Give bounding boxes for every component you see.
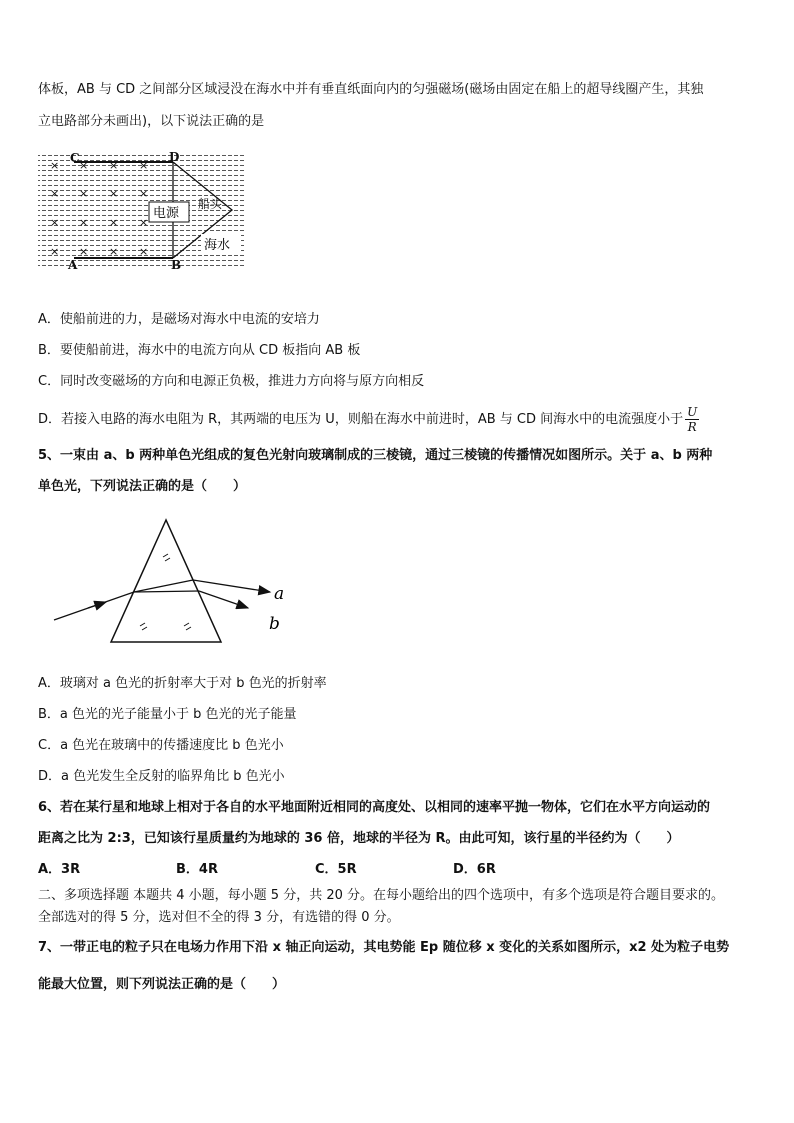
field-mark: × <box>109 159 119 172</box>
prism-triangle <box>111 520 221 642</box>
field-mark: × <box>79 187 89 200</box>
q7-stem-line2: 能最大位置，则下列说法正确的是（ ） <box>38 977 286 992</box>
q4-option-b: B．要使船前进，海水中的电流方向从 CD 板指向 AB 板 <box>38 343 361 358</box>
label-d: D <box>169 150 180 164</box>
q6-stem-line2: 距离之比为 2:3，已知该行星质量约为地球的 36 倍，地球的半径为 R。由此可知，该行星的半径约为（ ） <box>38 831 680 846</box>
ship-magnetic-field-figure <box>36 148 248 272</box>
q7-stem-line1: 7、一带正电的粒子只在电场力作用下沿 x 轴正向运动，其电势能 Ep 随位移 x 变化的关系如图所示，x2 处为粒子电势 <box>38 940 730 955</box>
prism-figure <box>48 512 298 652</box>
field-mark: × <box>50 216 60 229</box>
label-b: B <box>171 258 182 272</box>
q4-option-a: A．使船前进的力，是磁场对海水中电流的安培力 <box>38 312 320 327</box>
field-mark: × <box>50 245 60 258</box>
section2-instructions-line1: 二、多项选择题 本题共 4 小题，每小题 5 分，共 20 分。在每小题给出的四个选项中，有多个选项是符合题目要求的。 <box>38 888 725 903</box>
q5-option-c: C．a 色光在玻璃中的传播速度比 b 色光小 <box>38 738 284 753</box>
field-mark: × <box>139 159 149 172</box>
field-mark: × <box>79 245 89 258</box>
fraction-numerator: U <box>687 405 698 419</box>
fraction-denominator: R <box>687 420 697 434</box>
q4-stem-line1: 体板，AB 与 CD 之间部分区域浸没在海水中并有垂直纸面向内的匀强磁场(磁场由固定在船上的超导线圈产生，其独 <box>38 82 704 97</box>
q5-option-b: B．a 色光的光子能量小于 b 色光的光子能量 <box>38 707 297 722</box>
ray-a-in-glass <box>134 580 193 592</box>
section2-instructions-line2: 全部选对的得 5 分，选对但不全的得 3 分，有选错的得 0 分。 <box>38 910 400 925</box>
ray-a-exit <box>193 580 270 592</box>
q4-option-d: D．若接入电路的海水电阻为 R，其两端的电压为 U，则船在海水中前进时，AB 与 CD 间海水中的电流强度小于 <box>38 412 684 427</box>
q6-option-c: C．5R <box>315 862 357 877</box>
q6-stem-line1: 6、若在某行星和地球上相对于各自的水平地面附近相同的高度处、以相同的速率平抛一物体，它们在水平方向运动的 <box>38 800 711 815</box>
fraction-u-over-r <box>685 405 699 434</box>
label-a: A <box>68 258 78 272</box>
q5-stem-line2: 单色光，下列说法正确的是（ ） <box>38 479 247 494</box>
field-mark: × <box>139 216 149 229</box>
ray-b-exit <box>199 591 248 608</box>
ray-b-label: b <box>269 614 280 634</box>
field-mark: × <box>109 187 119 200</box>
power-source-label: 电源 <box>153 206 180 221</box>
field-mark: × <box>50 187 60 200</box>
field-mark: × <box>50 159 60 172</box>
ship-head-label: 船头 <box>198 197 223 211</box>
label-c: C <box>70 151 80 165</box>
q6-option-a: A．3R <box>38 862 81 877</box>
ray-a-label: a <box>274 584 285 604</box>
q6-option-b: B．4R <box>176 862 218 877</box>
field-mark: × <box>109 245 119 258</box>
field-mark: × <box>109 216 119 229</box>
q5-stem-line1: 5、一束由 a、b 两种单色光组成的复色光射向玻璃制成的三棱镜，通过三棱镜的传播情况如图所示。关于 a、b 两种 <box>38 448 713 463</box>
q4-option-d-row <box>38 402 699 438</box>
field-mark: × <box>139 245 149 258</box>
q4-stem-line2: 立电路部分未画出)，以下说法正确的是 <box>38 114 265 129</box>
field-mark: × <box>139 187 149 200</box>
q4-option-c: C．同时改变磁场的方向和电源正负极，推进力方向将与原方向相反 <box>38 374 425 389</box>
q6-option-d: D．6R <box>453 862 496 877</box>
field-mark: × <box>79 159 89 172</box>
ray-b-in-glass <box>134 591 199 592</box>
sea-water-label: 海水 <box>204 238 231 253</box>
field-mark: × <box>79 216 89 229</box>
q5-option-d: D．a 色光发生全反射的临界角比 b 色光小 <box>38 769 285 784</box>
q5-option-a: A．玻璃对 a 色光的折射率大于对 b 色光的折射率 <box>38 676 327 691</box>
